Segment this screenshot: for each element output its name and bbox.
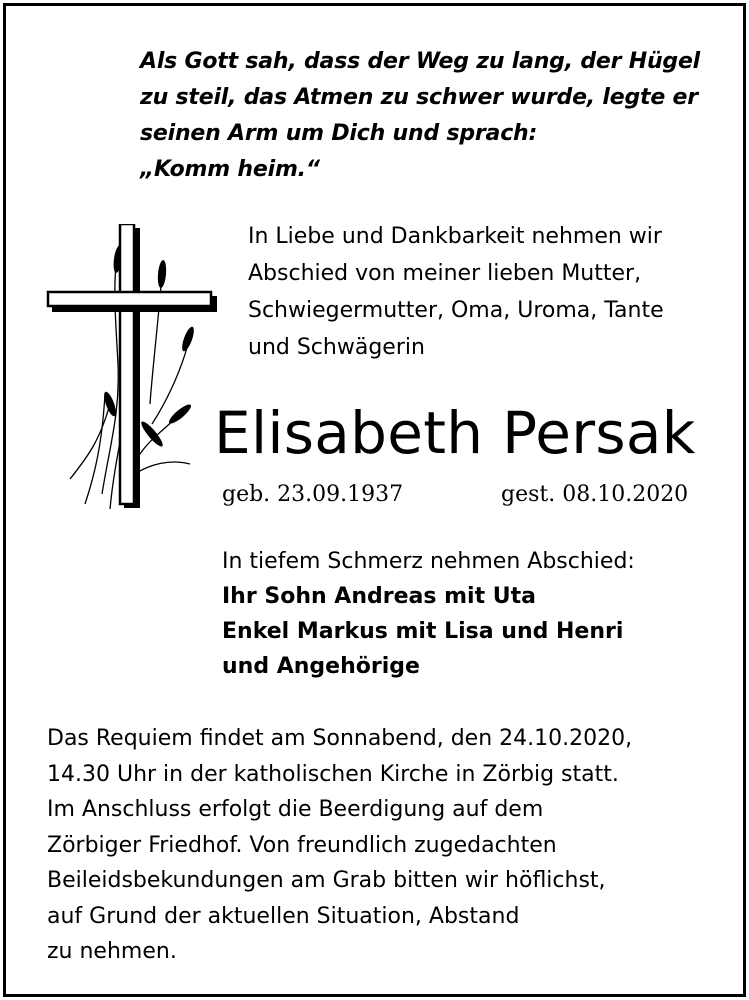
intro-line: Schwiegermutter, Oma, Uroma, Tante: [248, 298, 664, 323]
service-line: Im Anschluss erfolgt die Beerdigung auf dem: [47, 797, 544, 822]
poem-line: seinen Arm um Dich und sprach:: [140, 121, 538, 146]
death-date: gest. 08.10.2020: [501, 482, 689, 507]
service-line: zu nehmen.: [47, 939, 177, 964]
poem-line: „Komm heim.“: [140, 157, 320, 182]
poem-quote: [140, 44, 720, 188]
service-info: [47, 721, 727, 970]
service-line: Das Requiem findet am Sonnabend, den 24.10.2020,: [47, 726, 633, 751]
mourners-block: [222, 544, 722, 684]
mourner-line: Enkel Markus mit Lisa und Henri: [222, 619, 624, 644]
mourner-line: Ihr Sohn Andreas mit Uta: [222, 584, 536, 609]
cross-with-wheat-icon: [40, 224, 230, 514]
intro-line: Abschied von meiner lieben Mutter,: [248, 261, 642, 286]
intro-line: In Liebe und Dankbarkeit nehmen wir: [248, 224, 662, 249]
intro-text: [248, 218, 728, 366]
deceased-name: Elisabeth Persak: [214, 399, 696, 467]
poem-line: zu steil, das Atmen zu schwer wurde, legte er: [140, 85, 698, 110]
birth-date: geb. 23.09.1937: [222, 482, 404, 507]
mourner-line: und Angehörige: [222, 654, 420, 679]
service-line: auf Grund der aktuellen Situation, Abstand: [47, 903, 520, 929]
mourners-heading: In tiefem Schmerz nehmen Abschied:: [222, 549, 635, 574]
intro-line: und Schwägerin: [248, 335, 425, 360]
poem-line: Als Gott sah, dass der Weg zu lang, der Hügel: [140, 49, 701, 74]
service-line: Beileidsbekundungen am Grab bitten wir höflichst,: [47, 868, 606, 893]
service-line: Zörbiger Friedhof. Von freundlich zugedachten: [47, 832, 557, 858]
service-line: 14.30 Uhr in der katholischen Kirche in Zörbig statt.: [47, 761, 619, 787]
